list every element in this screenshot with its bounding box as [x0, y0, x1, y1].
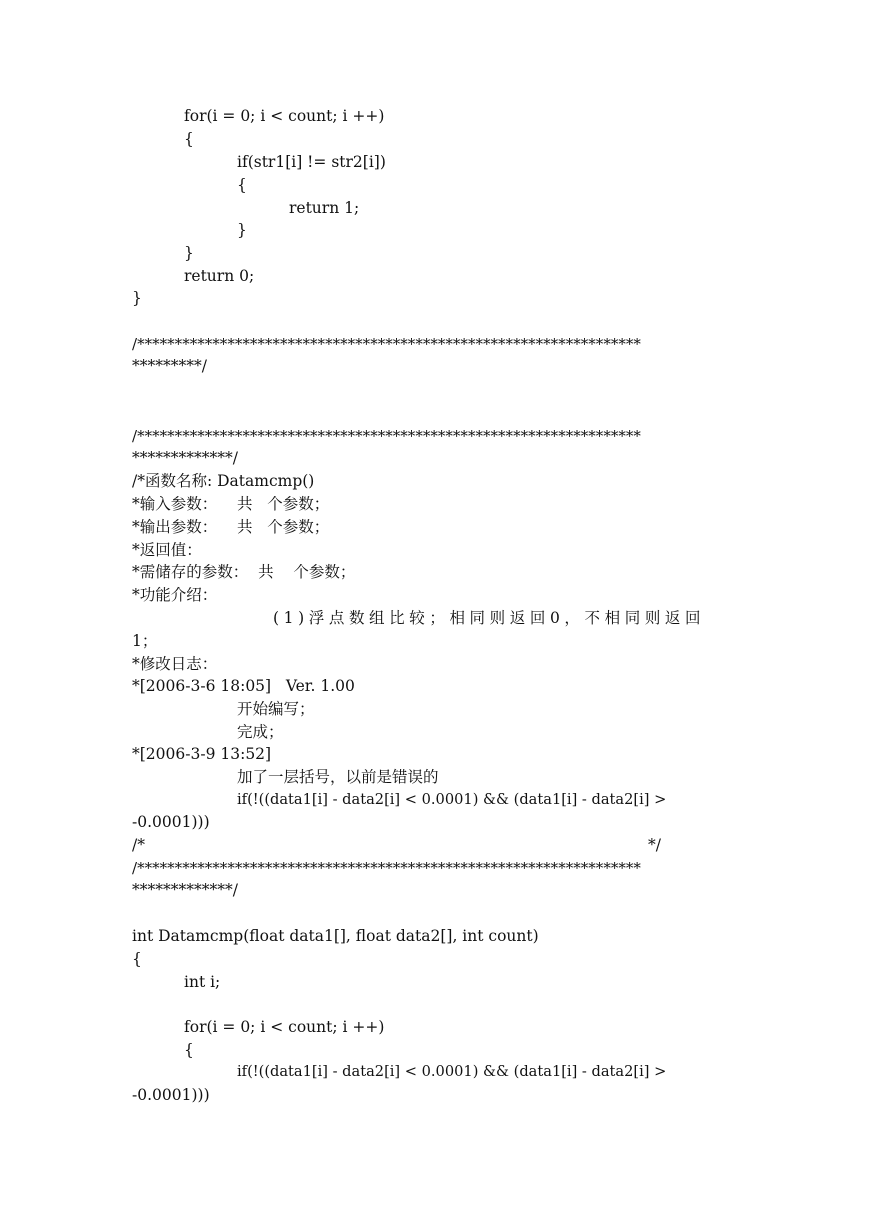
- comment-intro-text: (1)浮点数组比较；相同则返回0，不相同则返回: [273, 609, 706, 627]
- comment-intro-text: 1；: [132, 632, 158, 650]
- code-return-zero: return 0;: [184, 267, 255, 285]
- code-return-one: return 1;: [289, 199, 360, 217]
- comment-change-log: *修改日志：: [132, 655, 218, 673]
- comment-close-right: */: [648, 836, 661, 854]
- comment-separator: /*******************************************************************: [132, 859, 641, 877]
- comment-log-date: *[2006-3-9 13:52]: [132, 745, 272, 763]
- comment-log-note: 加了一层括号，以前是错误的: [237, 768, 439, 786]
- code-open-brace: {: [237, 176, 247, 194]
- comment-separator: /*******************************************************************: [132, 335, 641, 353]
- code-close-brace: }: [184, 244, 194, 262]
- comment-function-name: /*函数名称: Datamcmp(): [132, 472, 315, 490]
- comment-log-code: if(!((data1[i] - data2[i] < 0.0001) && (data1[i] - data2[i] >: [237, 791, 667, 808]
- comment-separator: *************/: [132, 449, 238, 467]
- comment-function-intro: *功能介绍：: [132, 586, 218, 604]
- comment-separator: /*******************************************************************: [132, 427, 641, 445]
- code-close-brace: }: [237, 221, 247, 239]
- comment-output-params: *输出参数： 共 个参数；: [132, 518, 330, 536]
- comment-log-date: *[2006-3-6 18:05] Ver. 1.00: [132, 677, 355, 695]
- code-open-brace: {: [132, 950, 142, 968]
- code-if-statement: if(str1[i] != str2[i]): [237, 153, 386, 171]
- comment-close-left: /*: [132, 836, 145, 854]
- comment-separator: *************/: [132, 881, 238, 899]
- comment-return-value: *返回值：: [132, 541, 202, 559]
- code-open-brace: {: [184, 1041, 194, 1059]
- code-close-brace: }: [132, 289, 142, 307]
- code-for-loop: for(i = 0; i < count; i ++): [184, 107, 385, 125]
- comment-log-code: -0.0001))): [132, 813, 210, 831]
- comment-separator: *********/: [132, 357, 207, 375]
- code-declaration: int i;: [184, 973, 221, 991]
- code-open-brace: {: [184, 130, 194, 148]
- comment-log-note: 完成；: [237, 723, 284, 741]
- code-if-statement: if(!((data1[i] - data2[i] < 0.0001) && (data1[i] - data2[i] >: [237, 1063, 667, 1080]
- comment-input-params: *输入参数： 共 个参数；: [132, 495, 330, 513]
- code-for-loop: for(i = 0; i < count; i ++): [184, 1018, 385, 1036]
- code-function-signature: int Datamcmp(float data1[], float data2[], int count): [132, 927, 539, 945]
- comment-log-note: 开始编写；: [237, 700, 315, 718]
- comment-stored-params: *需储存的参数： 共 个参数；: [132, 563, 356, 581]
- code-if-statement: -0.0001))): [132, 1086, 210, 1104]
